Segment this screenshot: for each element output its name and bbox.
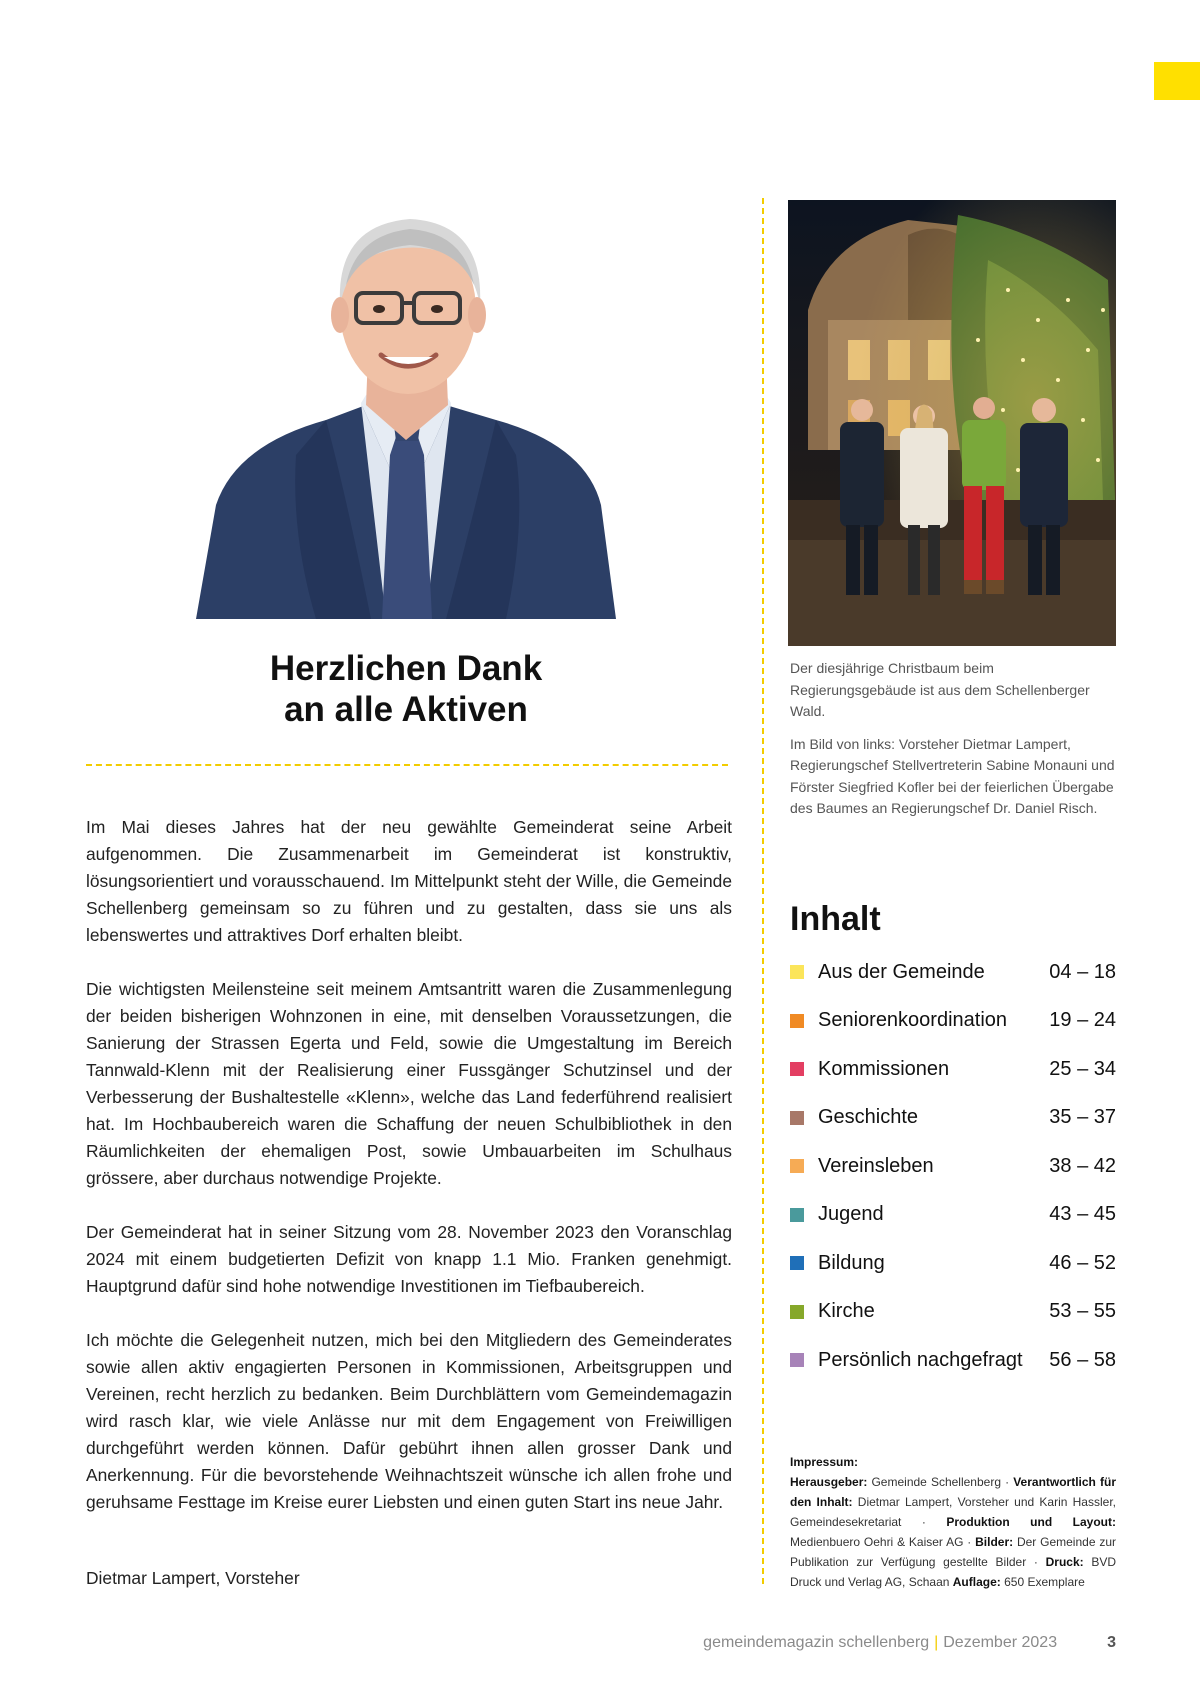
impressum-label: Herausgeber: bbox=[790, 1475, 868, 1489]
toc-item[interactable] bbox=[790, 1288, 1116, 1337]
section-color-square bbox=[790, 1159, 804, 1173]
toc-item-pages: 04 – 18 bbox=[1049, 960, 1116, 983]
section-color-square bbox=[790, 965, 804, 979]
impressum-label: Bilder: bbox=[975, 1535, 1014, 1549]
toc-item-pages: 19 – 24 bbox=[1049, 1009, 1116, 1032]
page-footer bbox=[703, 1634, 1116, 1652]
toc-item-pages: 53 – 55 bbox=[1049, 1300, 1116, 1323]
column-divider bbox=[762, 198, 764, 1584]
impressum-value: Gemeinde Schellenberg · bbox=[867, 1475, 1014, 1489]
toc-item-pages: 25 – 34 bbox=[1049, 1057, 1116, 1080]
section-color-square bbox=[790, 1353, 804, 1367]
magazine-name: gemeindemagazin schellenberg bbox=[703, 1634, 930, 1651]
article-body bbox=[86, 814, 732, 1543]
section-color-tab bbox=[1154, 62, 1200, 100]
toc-item-label: Kirche bbox=[818, 1300, 875, 1323]
section-color-square bbox=[790, 1014, 804, 1028]
impressum-value: Dietmar Lampert, Vorsteher und Karin Hassler, Gemeindesekretariat · bbox=[790, 1495, 1116, 1529]
impressum-value: Der Gemeinde zur Publikation zur Verfügung gestellte Bilder · bbox=[790, 1535, 1117, 1569]
toc-item-pages: 43 – 45 bbox=[1049, 1203, 1116, 1226]
signature: Dietmar Lampert, Vorsteher bbox=[86, 1568, 300, 1588]
toc-item-pages: 46 – 52 bbox=[1049, 1251, 1116, 1274]
toc-item-label: Persönlich nachgefragt bbox=[818, 1348, 1023, 1371]
headline-line-1: Herzlichen Dank bbox=[269, 649, 543, 688]
section-color-square bbox=[790, 1111, 804, 1125]
section-color-square bbox=[790, 1208, 804, 1222]
impressum-label: Verantwortlich für den Inhalt: bbox=[790, 1475, 1116, 1509]
toc-item-label: Vereinsleben bbox=[818, 1154, 934, 1177]
toc-item-label: Seniorenkoordination bbox=[818, 1009, 1008, 1032]
section-color-square bbox=[790, 1256, 804, 1270]
toc-item[interactable] bbox=[790, 997, 1116, 1046]
toc-item[interactable] bbox=[790, 1239, 1116, 1288]
toc-item-pages: 35 – 37 bbox=[1049, 1106, 1116, 1129]
section-color-square bbox=[790, 1305, 804, 1319]
impressum-heading: Impressum: bbox=[790, 1455, 859, 1469]
impressum bbox=[790, 1452, 1116, 1592]
impressum-label: Produktion und Layout: bbox=[946, 1515, 1116, 1529]
portrait-photo bbox=[196, 205, 616, 619]
toc-item[interactable] bbox=[790, 1191, 1116, 1240]
toc-item[interactable] bbox=[790, 948, 1116, 997]
impressum-value: 650 Exemplare bbox=[1000, 1575, 1085, 1589]
photo-caption bbox=[790, 658, 1120, 831]
caption-text: Im Bild von links: Vorsteher Dietmar Lampert, Regierungschef Stellvertreterin Sabine Monauni und Förster Siegfried Kofler bei der feierlichen Übergabe des Baumes an Regierungschef Dr. Daniel Risch. bbox=[790, 735, 1115, 816]
toc-item-label: Bildung bbox=[818, 1251, 885, 1274]
article-paragraph: Im Mai dieses Jahres hat der neu gewählte Gemeinderat seine Arbeit aufgenommen. Die Zusammenarbeit im Gemeinderat ist konstruktiv, lösungsorientiert und vorausschauend. Im Mittelpunkt steht der Wille, die Gemeinde Schellenberg gemeinsam so zu führen und zu gestalten, dass sie uns als lebenswertes und attraktives Dorf erhalten bleibt. bbox=[86, 817, 732, 945]
impressum-value: BVD Druck und Verlag AG, Schaan bbox=[790, 1555, 1116, 1589]
impressum-label: Druck: bbox=[1045, 1555, 1084, 1569]
table-of-contents bbox=[790, 948, 1116, 1385]
article-paragraph: Der Gemeinderat hat in seiner Sitzung vom 28. November 2023 den Voranschlag 2024 mit einem budgetierten Defizit von knapp 1.1 Mio. Franken genehmigt. Hauptgrund dafür sind hohe notwendige Investitionen im Tiefbaubereich. bbox=[86, 1222, 732, 1296]
toc-item-label: Jugend bbox=[818, 1203, 884, 1226]
article-paragraph: Ich möchte die Gelegenheit nutzen, mich bei den Mitgliedern des Gemeinderates sowie allen aktiv engagierten Personen in Kommissionen, Arbeitsgruppen und Vereinen, recht herzlich zu bedanken. Beim Durchblättern vom Gemeindemagazin wird rasch klar, wie viele Anlässe nur mit dem Engagement von Freiwilligen durchgeführt werden können. Dafür gebührt ihnen allen grosser Dank und Anerkennung. Für die bevorstehende Weihnachtszeit wünsche ich allen frohe und geruhsame Festtage im Kreise eurer Liebsten und einen guten Start ins neue Jahr. bbox=[86, 1330, 732, 1512]
page-headline bbox=[86, 648, 726, 730]
toc-item-label: Geschichte bbox=[818, 1106, 919, 1129]
page-number: 3 bbox=[1107, 1634, 1116, 1651]
toc-item-pages: 56 – 58 bbox=[1049, 1348, 1116, 1371]
headline-line-2: an alle Aktiven bbox=[284, 690, 528, 729]
toc-item-pages: 38 – 42 bbox=[1049, 1154, 1116, 1177]
toc-item-label: Aus der Gemeinde bbox=[818, 960, 985, 983]
impressum-label: Auflage: bbox=[952, 1575, 1001, 1589]
footer-separator: | bbox=[934, 1634, 939, 1651]
article-paragraph: Die wichtigsten Meilensteine seit meinem Amtsantritt waren die Zusammenlegung der beiden bisherigen Wohnzonen in eine, mit denselben Voraussetzungen, die Sanierung der Strassen Egerta und Feld, sowie die Umgestaltung im Bereich Tannwald-Klenn mit der Realisierung einer Fussgänger Schutzinsel und der Verbesserung der Bushaltestelle «Klenn», welche das Land federführend realisiert hat. Im Hochbaubereich waren die Schaffung der neuen Schulbibliothek in den Räumlichkeiten der ehemaligen Post, sowie Umbauarbeiten im Schulhaus grössere, aber durchaus notwendige Projekte. bbox=[86, 979, 732, 1188]
section-color-square bbox=[790, 1062, 804, 1076]
toc-item-label: Kommissionen bbox=[818, 1057, 950, 1080]
caption-text: Der diesjährige Christbaum beim Regierungsgebäude ist aus dem Schellenberger Wald. bbox=[790, 660, 1090, 719]
impressum-value: Medienbuero Oehri & Kaiser AG · bbox=[790, 1535, 976, 1549]
toc-title: Inhalt bbox=[790, 900, 881, 938]
toc-item[interactable] bbox=[790, 1142, 1116, 1191]
christmas-tree-photo bbox=[788, 200, 1116, 646]
toc-item[interactable] bbox=[790, 1336, 1116, 1385]
dashed-divider bbox=[86, 764, 728, 766]
issue-date: Dezember 2023 bbox=[943, 1634, 1058, 1651]
toc-item[interactable] bbox=[790, 1094, 1116, 1143]
toc-item[interactable] bbox=[790, 1045, 1116, 1094]
